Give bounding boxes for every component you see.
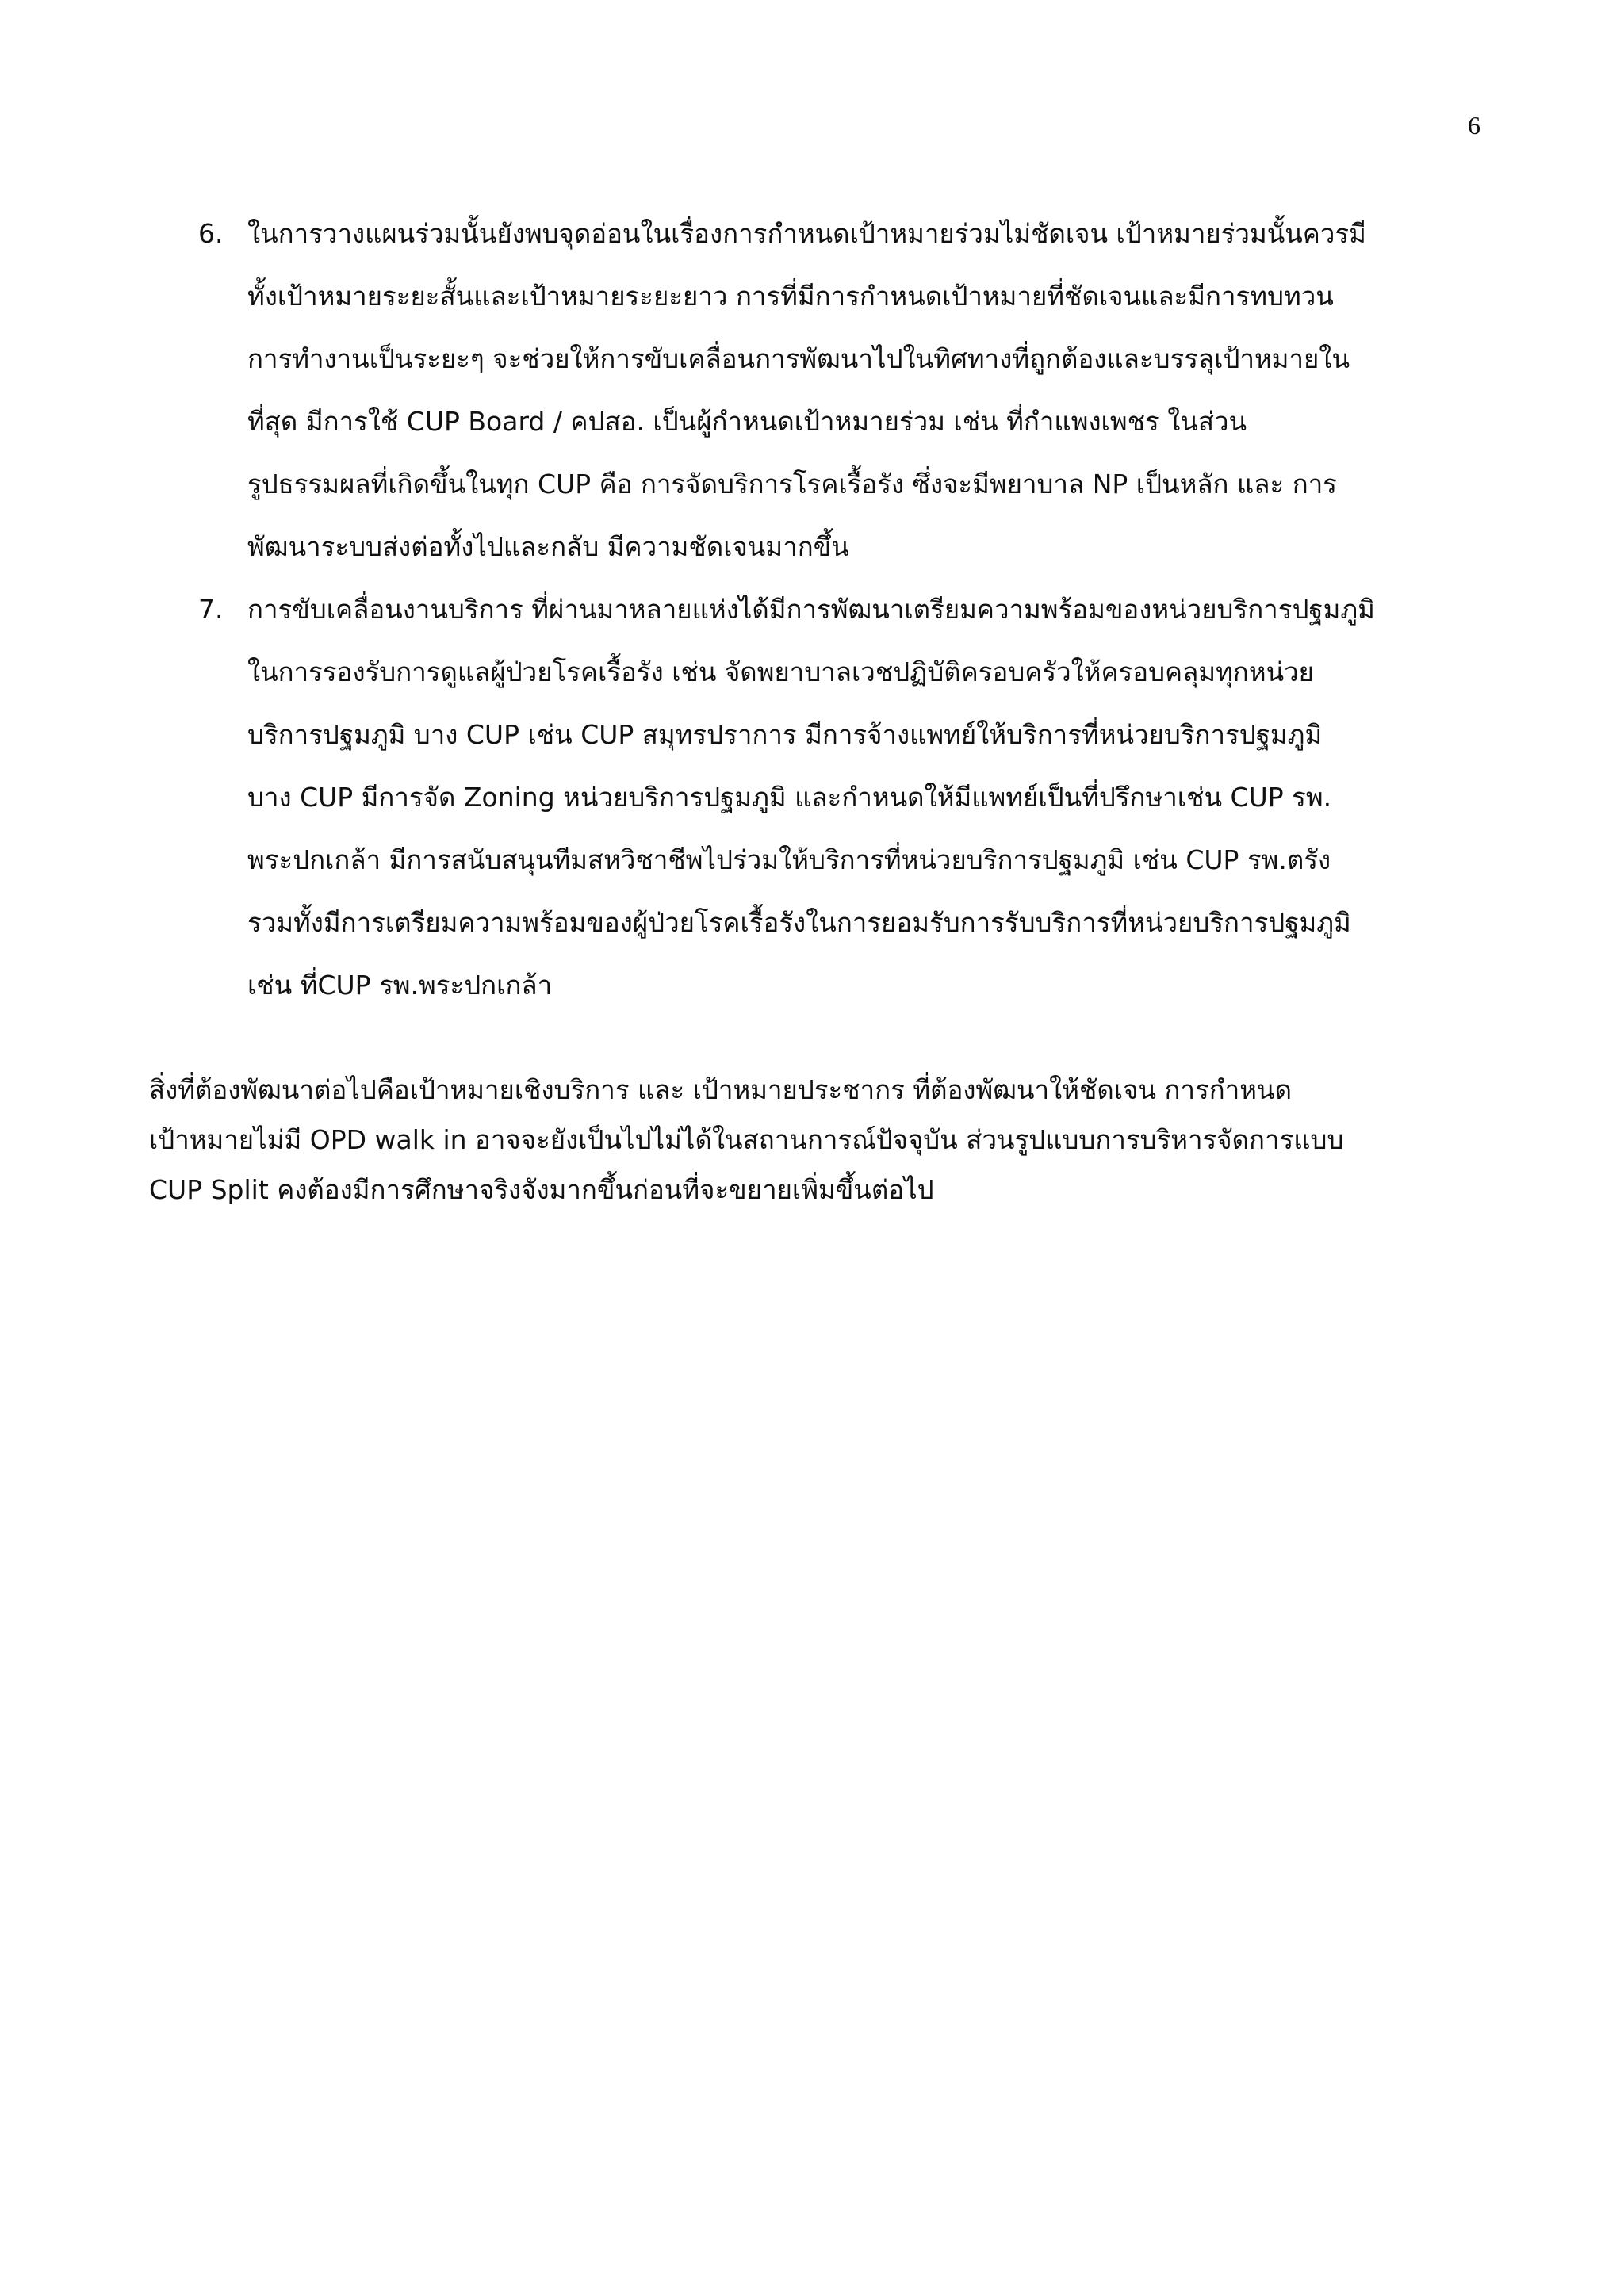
text-line: บริการปฐมภูมิ บาง CUP เช่น CUP สมุทรปราการ มีการจ้างแพทย์ให้บริการที่หน่วยบริการปฐมภูมิ — [247, 719, 1323, 750]
text-line: บาง CUP มีการจัด Zoning หน่วยบริการปฐมภูมิ และกำหนดให้มีแพทย์เป็นที่ปรึกษาเช่น CUP รพ. — [247, 782, 1332, 813]
text-line: สิ่งที่ต้องพัฒนาต่อไปคือเป้าหมายเชิงบริการ และ เป้าหมายประชากร ที่ต้องพัฒนาให้ชัดเจน การกำหนด — [149, 1074, 1292, 1105]
text-line: พระปกเกล้า มีการสนับสนุนทีมสหวิชาชีพไปร่วมให้บริการที่หน่วยบริการปฐมภูมิ เช่น CUP รพ.ตรัง — [247, 844, 1331, 875]
text-line: รูปธรรมผลที่เกิดขึ้นในทุก CUP คือ การจัดบริการโรคเรื้อรัง ซึ่งจะมีพยาบาล NP เป็นหลัก และ การ — [247, 469, 1337, 499]
list-item-number: 7. — [198, 594, 224, 625]
numbered-list — [198, 202, 1499, 1016]
text-line: ในการวางแผนร่วมนั้นยังพบจุดอ่อนในเรื่องการกำหนดเป้าหมายร่วมไม่ชัดเจน เป้าหมายร่วมนั้นควรมี — [247, 218, 1366, 249]
text-line: รวมทั้งมีการเตรียมความพร้อมของผู้ป่วยโรคเรื้อรังในการยอมรับการรับบริการที่หน่วยบริการปฐมภูมิ — [247, 907, 1351, 938]
summary-paragraph — [149, 1065, 1497, 1215]
list-item — [198, 202, 1499, 578]
text-line: เป้าหมายไม่มี OPD walk in อาจจะยังเป็นไปไม่ได้ในสถานการณ์ปัจจุบัน ส่วนรูปแบบการบริหารจัดการแบบ — [149, 1124, 1344, 1155]
page-number: 6 — [1468, 111, 1480, 140]
text-line: ในการรองรับการดูแลผู้ป่วยโรคเรื้อรัง เช่น จัดพยาบาลเวชปฏิบัติครอบครัวให้ครอบคลุมทุกหน่วย — [247, 656, 1315, 687]
text-line: เช่น ที่CUP รพ.พระปกเกล้า — [247, 970, 553, 1001]
text-line: ที่สุด มีการใช้ CUP Board / คปสอ. เป็นผู้กำหนดเป้าหมายร่วม เช่น ที่กำแพงเพชร ในส่วน — [247, 406, 1247, 437]
list-item — [198, 578, 1499, 1016]
text-line: การขับเคลื่อนงานบริการ ที่ผ่านมาหลายแห่งได้มีการพัฒนาเตรียมความพร้อมของหน่วยบริการปฐมภูมิ — [247, 594, 1375, 625]
list-item-number: 6. — [198, 218, 224, 249]
text-line: ทั้งเป้าหมายระยะสั้นและเป้าหมายระยะยาว การที่มีการกำหนดเป้าหมายที่ชัดเจนและมีการทบทวน — [247, 281, 1334, 312]
text-line: การทำงานเป็นระยะๆ จะช่วยให้การขับเคลื่อนการพัฒนาไปในทิศทางที่ถูกต้องและบรรลุเป้าหมายใน — [247, 343, 1350, 374]
text-line: CUP Split คงต้องมีการศึกษาจริงจังมากขึ้นก่อนที่จะขยายเพิ่มขึ้นต่อไป — [149, 1174, 934, 1205]
text-line: พัฒนาระบบส่งต่อทั้งไปและกลับ มีความชัดเจนมากขึ้น — [247, 531, 849, 562]
